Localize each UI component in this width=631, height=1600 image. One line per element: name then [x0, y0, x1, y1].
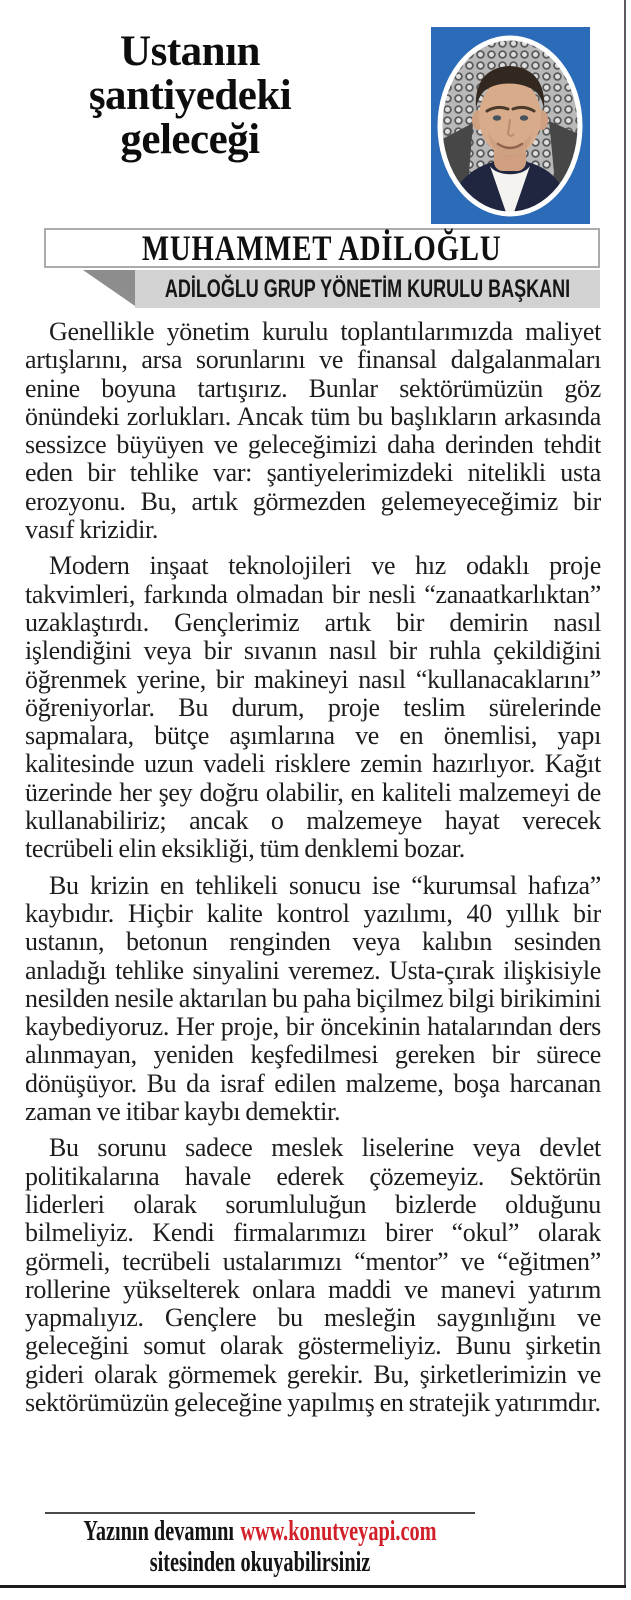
author-name-box [44, 228, 600, 268]
paragraph: Bu sorunu sadece meslek liselerine veya devlet politikalarına havale ederek çözemeyiz. Sektörün liderleri olarak sorumluluğun bizlerde olduğunu bilmeliyiz. Kendi firmalarımızı birer “okul” olarak görmeli, tecrübeli ustalarımızı “mentor” ve “eğitmen” rollerine yükselterek onlara maddi ve manevi yatırım yapmalıyız. Gençlere bu mesleğin saygınlığını ve geleceğini somut olarak göstermeliyiz. Bunu şirketin gideri olarak görmemek gerekir. Bu, şirketlerimizin ve sektörümüzün geleceğine yapılmış en stratejik yatırımdır. [25, 1133, 601, 1417]
author-photo [431, 27, 590, 224]
author-role-bar [135, 270, 600, 308]
bottom-rule [0, 1585, 626, 1588]
paragraph: Bu krizin en tehlikeli sonucu ise “kurumsal hafıza” kaybıdır. Hiçbir kalite kontrol yazılımı, 40 yıllık bir ustanın, betonun renginden veya kalıbın sesinden anladığı tehlike sinyalini veremez. Usta-çırak ilişkisiyle nesilden nesile aktarılan bu paha biçilmez bilgi birikimini kaybediyoruz. Her proje, bir öncekinin hatalarından ders alınmayan, yeniden keşfedilmesi gereken bir sürece dönüşüyor. Bu da israf edilen malzeme, boşa harcanan zaman ve itibar kaybı demektir. [25, 870, 601, 1127]
footer-line-2: sitesinden okuyabilirsiniz [149, 1546, 371, 1578]
author-role: ADİLOĞLU GRUP YÖNETİM KURULU BAŞKANI [164, 274, 571, 303]
paragraph: Modern inşaat teknolojileri ve hız odaklı proje takvimleri, farkında olmadan bir nesli “zanaatkarlıktan” uzaklaştırdı. Gençlerimiz artık bir demirin nasıl işlendiğini veya bir sıvanın nasıl bir ruhla çekildiğini öğrenmek yerine, bir makineyi nasıl “kullanacaklarını” öğreniyorlar. Bu durum, proje teslim sürelerinde sapmalara, bütçe aşımlarına ve en önemlisi, yapı kalitesinde uzun vadeli risklere zemin hazırlıyor. Kağıt üzerinde her şey doğru olabilir, en kaliteli malzemeyi de kullanabiliriz; ancak o malzemeye hayat verecek tecrübeli elin eksikliği, tüm denklemi bozar. [25, 551, 601, 864]
fold-corner-decoration [83, 270, 135, 306]
article-body [25, 318, 601, 1510]
footer-url: www.konutveyapi.com [240, 1515, 437, 1547]
footer-line-1 [78, 1516, 442, 1547]
paragraph: Genellikle yönetim kurulu toplantılarımızda maliyet artışlarını, arsa sorunlarını ve finansal dalgalanmaları enine boyuna tartışırız. Bunlar sektörümüzün göz önündeki zorlukları. Ancak tüm bu başlıkların arkasında sessizce büyüyen ve geleceğimizi daha derinden tehdit eden bir tehlike var: şantiyelerimizdeki nitelikli usta erozyonu. Bu, artık görmezden gelemeyeceğimiz bir vasıf krizidir. [25, 318, 601, 545]
article-title: Ustanın şantiyedeki geleceği [88, 28, 292, 163]
portrait-illustration [431, 27, 590, 224]
author-name: MUHAMMET ADİLOĞLU [142, 228, 502, 268]
footer-prefix: Yazının devamını [83, 1515, 235, 1547]
right-column-rule [624, 0, 626, 1587]
footer-note [0, 1516, 520, 1578]
footer-divider [45, 1512, 475, 1514]
